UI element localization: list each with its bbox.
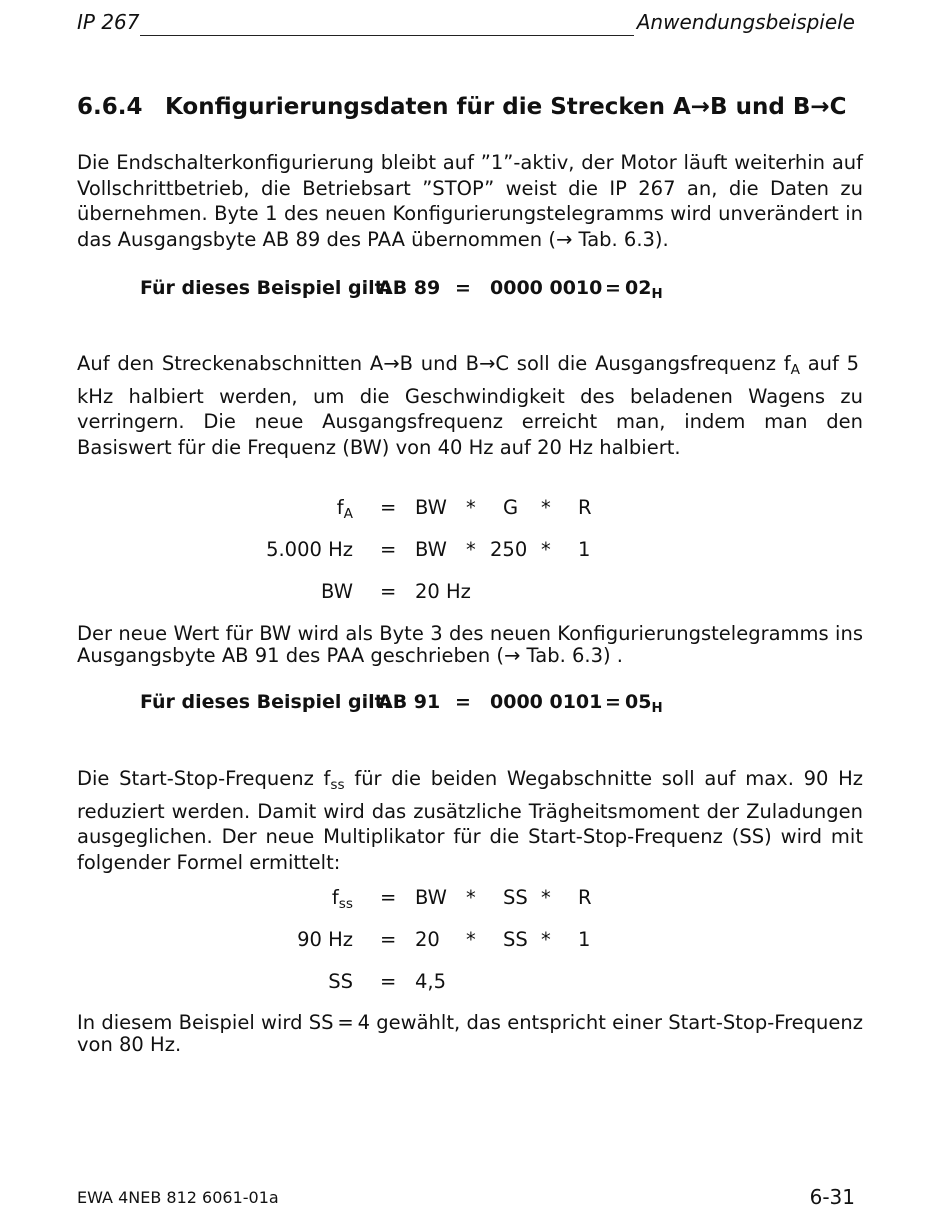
- formula-2-row-2-op1: *: [466, 928, 476, 951]
- paragraph-5: In diesem Beispiel wird SS = 4 gewählt, das entspricht einer Start-Stop-Frequenz von 80 Hz.: [77, 1011, 863, 1056]
- example-2-label: Für dieses Beispiel gilt:: [140, 691, 392, 713]
- formula-1-row-1-b: G: [503, 496, 519, 519]
- formula-1-row-2-a: BW: [415, 538, 447, 561]
- section-title: Konfigurierungsdaten für die Strecken A→B und B→C: [165, 94, 847, 120]
- formula-2-row-1-b: SS: [503, 886, 528, 909]
- formula-1-row-1-lhs: $f_A$: [336, 496, 353, 522]
- formula-2-row-3-eq: =: [380, 970, 397, 993]
- formula-2-row-1-a: BW: [415, 886, 447, 909]
- example-1-hex: $02_H$: [625, 277, 663, 302]
- example-1-equals: =: [455, 277, 471, 299]
- example-2-hex: $05_H$: [625, 691, 663, 716]
- example-1-bits: 0000 0010: [490, 277, 603, 299]
- formula-1-row-1-eq: =: [380, 496, 397, 519]
- formula-1-row-2-b: 250: [490, 538, 528, 561]
- example-1-equals-2: =: [605, 277, 621, 299]
- example-1-byte: AB 89: [378, 277, 441, 299]
- formula-2-row-1-eq: =: [380, 886, 397, 909]
- footer-page-number: 6-31: [809, 1185, 855, 1209]
- formula-1-row-2-lhs: 5.000 Hz: [266, 538, 353, 561]
- formula-2-row-2-a: 20: [415, 928, 440, 951]
- formula-1-row-2-op1: *: [466, 538, 476, 561]
- formula-2-row-1-op1: *: [466, 886, 476, 909]
- paragraph-2: Auf den Streckenabschnitten A→B und B→C soll die Ausgangsfrequenz $f_A$ auf 5 kHz halbiert werden, um die Geschwindigkeit des beladenen Wagens zu verringern. Die neue Ausgangsfrequenz erreicht man, indem man den Basiswert für die Frequenz (BW) von 40 Hz auf 20 Hz halbiert.: [77, 352, 863, 459]
- formula-1-row-3-eq: =: [380, 580, 397, 603]
- formula-1-row-1-op2: *: [541, 496, 551, 519]
- example-1-label: Für dieses Beispiel gilt:: [140, 277, 392, 299]
- formula-1-row-3-a: 20 Hz: [415, 580, 471, 603]
- header-rule: [140, 35, 634, 36]
- formula-1-row-3-lhs: BW: [321, 580, 353, 603]
- example-2-byte: AB 91: [378, 691, 441, 713]
- header-right: Anwendungsbeispiele: [636, 10, 855, 34]
- formula-1-row-1-a: BW: [415, 496, 447, 519]
- formula-2-row-1-lhs: $f_{ss}$: [331, 886, 353, 912]
- formula-1-row-2-eq: =: [380, 538, 397, 561]
- formula-2-row-3-lhs: SS: [328, 970, 353, 993]
- formula-2-row-1-c: R: [578, 886, 592, 909]
- section-heading: [77, 94, 847, 120]
- formula-2-row-2-c: 1: [578, 928, 591, 951]
- header-left: IP 267: [77, 10, 140, 34]
- formula-2-row-1-op2: *: [541, 886, 551, 909]
- paragraph-4: Die Start-Stop-Frequenz $f_{ss}$ für die beiden Wegabschnitte soll auf max. 90 Hz reduziert werden. Damit wird das zusätzliche Trägheitsmoment der Zuladungen ausgeglichen. Der neue Multiplikator für die Start-Stop-Frequenz (SS) wird mit folgender Formel ermittelt:: [77, 767, 863, 874]
- formula-2-row-2-lhs: 90 Hz: [297, 928, 353, 951]
- formula-1-row-2-op2: *: [541, 538, 551, 561]
- formula-2-row-3-a: 4,5: [415, 970, 447, 993]
- formula-2-row-2-b: SS: [503, 928, 528, 951]
- example-2-equals-2: =: [605, 691, 621, 713]
- paragraph-3: Der neue Wert für BW wird als Byte 3 des neuen Konfigurierungstelegramms ins Ausgangsbyte AB 91 des PAA geschrieben (→ Tab. 6.3) .: [77, 622, 863, 667]
- example-2-bits: 0000 0101: [490, 691, 603, 713]
- formula-1-row-1-op1: *: [466, 496, 476, 519]
- formula-1-row-1-c: R: [578, 496, 592, 519]
- example-2-equals: =: [455, 691, 471, 713]
- footer-document-id: EWA 4NEB 812 6061-01a: [77, 1188, 279, 1207]
- formula-2-row-2-op2: *: [541, 928, 551, 951]
- section-number: 6.6.4: [77, 94, 143, 120]
- formula-1-row-2-c: 1: [578, 538, 591, 561]
- formula-2-row-2-eq: =: [380, 928, 397, 951]
- paragraph-1: Die Endschalterkonfigurierung bleibt auf ”1”-aktiv, der Motor läuft weiterhin auf Vollschrittbetrieb, die Betriebsart ”STOP” weist die IP 267 an, die Daten zu übernehmen. Byte 1 des neuen Konfigurierungstelegramms wird unverändert in das Ausgangsbyte AB 89 des PAA übernommen (→ Tab. 6.3).: [77, 151, 863, 251]
